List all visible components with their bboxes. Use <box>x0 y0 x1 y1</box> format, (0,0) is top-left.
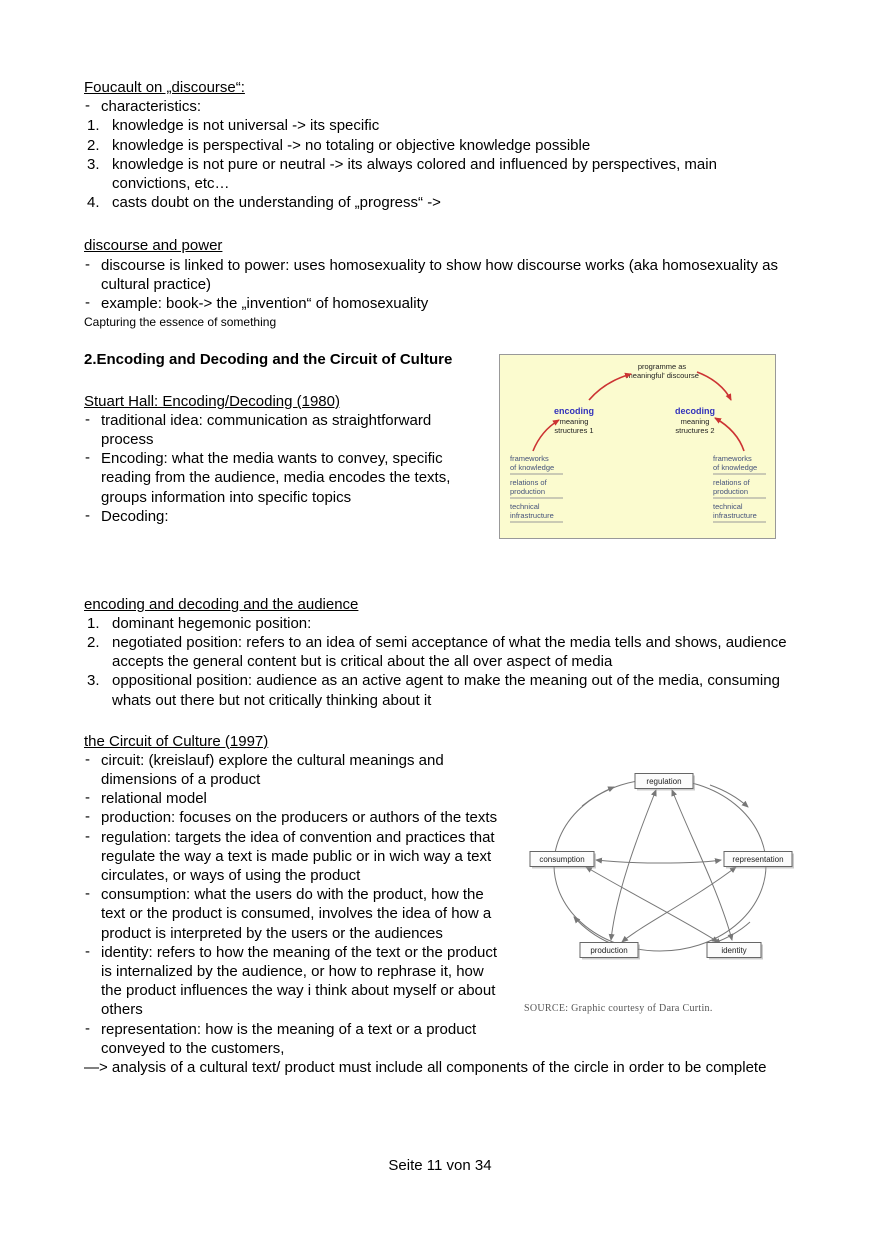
list-item: - Encoding: what the media wants to convey, specific reading from the audience, media encodes the texts, groups information into specific topics <box>84 449 796 507</box>
diagram-source-credit: SOURCE: Graphic courtesy of Dara Curtin. <box>524 1002 713 1014</box>
list-item: dominant hegemonic position: <box>112 614 312 632</box>
list-item: - regulation: targets the idea of convention and practices that regulate the way a text is made public or in wich way a text circulates, or ways of using the product <box>84 828 796 886</box>
relations-left-l1: relations of <box>510 478 547 488</box>
frameworks-right-l2: of knowledge <box>713 463 758 473</box>
structures1-label: structures 1 <box>554 426 594 436</box>
section-title-discourse-power: discourse and power <box>84 237 223 255</box>
list-item: - representation: how is the meaning of a text or a product conveyed to the customers, <box>84 1020 796 1058</box>
section-encoding-decoding <box>84 350 796 552</box>
structures2-label: structures 2 <box>675 426 715 436</box>
node-label: production <box>590 945 628 955</box>
list-item: - example: book-> the „invention“ of homosexuality <box>84 294 796 313</box>
conclusion-line: —> analysis of a cultural text/ product must include all components of the circle in order to be complete <box>84 1058 767 1076</box>
foucault-dash-list <box>84 97 796 116</box>
list-item: - discourse is linked to power: uses homosexuality to show how discourse works (aka homosexuality as cultural practice) <box>84 256 796 294</box>
relations-right-l1: relations of <box>713 478 750 488</box>
frameworks-right-l1: frameworks <box>713 454 752 464</box>
list-item: oppositional position: audience as an active agent to make the meaning out of the media, consuming whats out there but not critically thinking about it <box>112 672 780 709</box>
page-number: Seite 11 von 34 <box>388 1157 492 1174</box>
node-label: regulation <box>646 776 682 786</box>
node-label: consumption <box>539 854 585 864</box>
relations-left-l2: production <box>510 487 546 497</box>
frameworks-left-l2: of knowledge <box>510 463 555 473</box>
foucault-numbered-list <box>84 116 796 212</box>
programme-label-line2: 'meaningful' discourse <box>625 371 699 381</box>
section-discourse-power <box>84 236 796 330</box>
node-label: identity <box>721 945 747 955</box>
discourse-power-list <box>84 256 796 314</box>
relations-right-l2: production <box>713 487 749 497</box>
list-item: - characteristics: <box>84 97 796 116</box>
meaning-label-left: meaning <box>559 417 589 427</box>
circuit-list <box>84 751 796 1058</box>
programme-label-line1: programme as <box>637 362 687 372</box>
section-title-circuit: the Circuit of Culture (1997) <box>84 732 269 750</box>
list-item: knowledge is not pure or neutral -> its always colored and influenced by perspectives, main convictions, etc… <box>112 155 717 192</box>
list-item: - consumption: what the users do with the product, how the text or the product is consumed, involves the idea of how a product is interpreted by the users or the audiences <box>84 885 796 943</box>
annotation-note: Capturing the essence of something <box>84 315 277 330</box>
section-title-audience: encoding and decoding and the audience <box>84 595 359 613</box>
encoding-label: encoding <box>554 406 594 417</box>
list-item: - identity: refers to how the meaning of the text or the product is internalized by the audience, or how to rephrase it, how the product influences the way i think about myself or about others <box>84 943 796 1020</box>
list-item: - traditional idea: communication as straightforward process <box>84 411 796 449</box>
list-item: knowledge is not universal -> its specific <box>112 117 380 135</box>
frameworks-left-l1: frameworks <box>510 454 549 464</box>
meaning-label-right: meaning <box>680 417 710 427</box>
technical-right-l2: infrastructure <box>713 511 757 521</box>
list-item: knowledge is perspectival -> no totaling or objective knowledge possible <box>112 136 591 154</box>
list-item: negotiated position: refers to an idea of semi acceptance of what the media tells and shows, audience accepts the general content but is critical about the all over aspect of media <box>112 633 787 671</box>
list-item: - Decoding: <box>84 507 796 526</box>
technical-left-l2: infrastructure <box>510 511 554 521</box>
section-heading-encoding: 2.Encoding and Decoding and the Circuit of Culture <box>84 351 453 369</box>
list-item: - relational model <box>84 789 796 808</box>
section-title-foucault: Foucault on „discourse“: <box>84 79 245 96</box>
audience-numbered-list <box>84 614 796 710</box>
section-foucault <box>84 78 796 212</box>
list-item: - production: focuses on the producers or authors of the texts <box>84 808 796 827</box>
decoding-label: decoding <box>675 406 715 417</box>
section-audience <box>84 595 796 710</box>
node-label: representation <box>732 854 784 864</box>
list-item: casts doubt on the understanding of „progress“ -> <box>112 194 441 212</box>
technical-right-l1: technical <box>713 502 743 512</box>
hall-list <box>84 411 796 526</box>
section-circuit-of-culture <box>84 732 796 1077</box>
technical-left-l1: technical <box>510 502 540 512</box>
list-item: - circuit: (kreislauf) explore the cultural meanings and dimensions of a product <box>84 751 796 789</box>
hall-title: Stuart Hall: Encoding/Decoding (1980) <box>84 392 340 410</box>
